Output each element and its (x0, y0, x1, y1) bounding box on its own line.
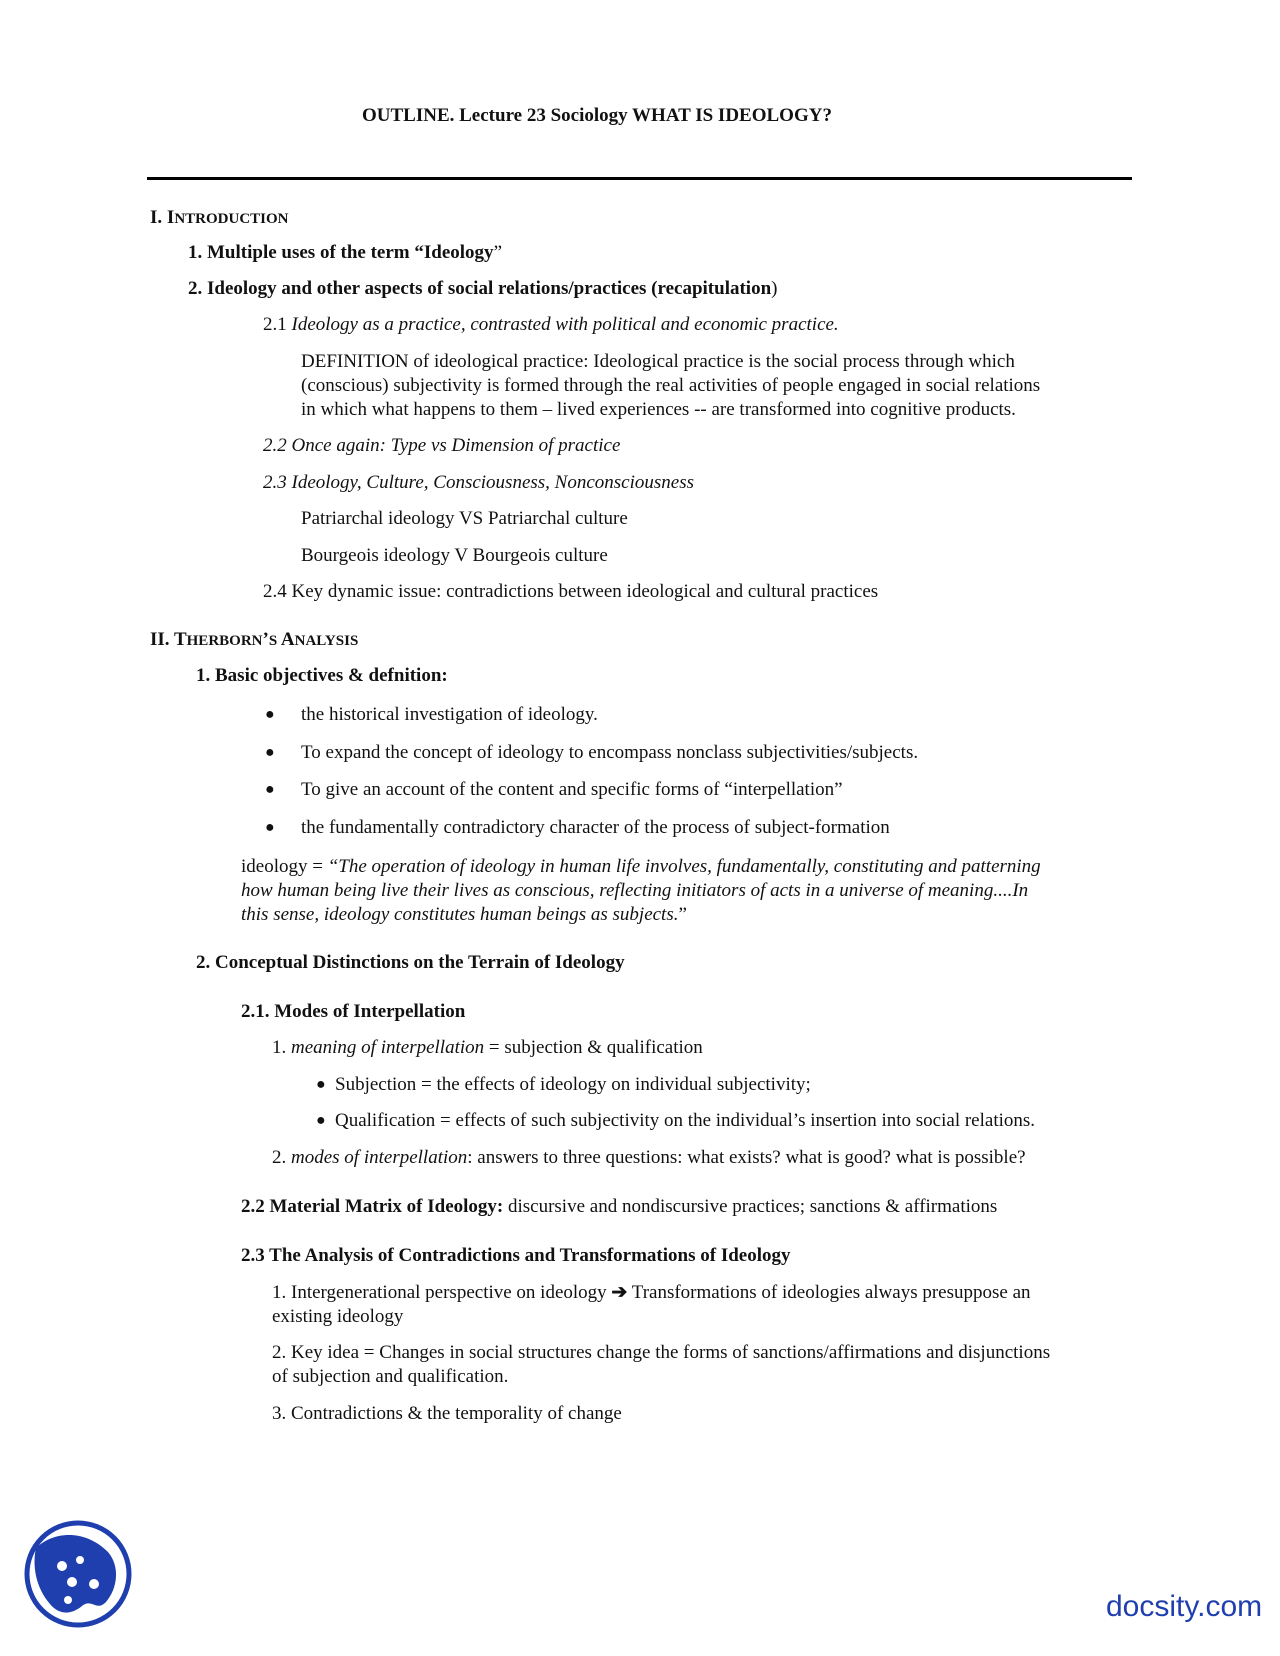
objective-item: To give an account of the content and specific forms of “interpellation” (301, 779, 843, 800)
bullet-icon: ● (265, 819, 275, 836)
analysis-heading: 2.3 The Analysis of Contradictions and Transformations of Ideology (241, 1245, 791, 1266)
subsection-2-4: 2.4 Key dynamic issue: contradictions between ideological and cultural practices (263, 581, 879, 602)
modes-item-1: 1. meaning of interpellation = subjection & qualification (272, 1037, 703, 1058)
material-matrix-line: 2.2 Material Matrix of Ideology: discursive and nondiscursive practices; sanctions & affirmations (241, 1196, 998, 1217)
intro-item-1: 1. Multiple uses of the term “Ideology” (188, 242, 502, 263)
objectives-heading: 1. Basic objectives & defnition: (196, 665, 448, 686)
section-1-heading: I. INTRODUCTION (150, 207, 289, 228)
bourgeois-line: Bourgeois ideology V Bourgeois culture (301, 545, 608, 566)
bullet-icon: ● (316, 1112, 326, 1129)
objective-item: the historical investigation of ideology. (301, 704, 598, 725)
subsection-2-1: 2.1 Ideology as a practice, contrasted with political and economic practice. (263, 314, 839, 335)
section-2-heading: II. THERBORN’S ANALYSIS (150, 629, 359, 650)
qualification-item: Qualification = effects of such subjectivity on the individual’s insertion into social relations. (335, 1110, 1036, 1131)
subsection-2-2: 2.2 Once again: Type vs Dimension of practice (263, 435, 621, 456)
subjection-item: Subjection = the effects of ideology on individual subjectivity; (335, 1074, 811, 1095)
docsity-logo-icon (22, 1518, 134, 1630)
right-arrow-icon: ➔ (611, 1282, 628, 1303)
patriarchal-line: Patriarchal ideology VS Patriarchal culture (301, 508, 628, 529)
page-title: OUTLINE. Lecture 23 Sociology WHAT IS IDEOLOGY? (362, 105, 832, 126)
bullet-icon: ● (265, 744, 275, 761)
definition-line-2: (conscious) subjectivity is formed through the real activities of people engaged in social relations (301, 375, 1041, 396)
docsity-brand[interactable]: docsity.com (1106, 1590, 1263, 1623)
ideology-quote-line-3: this sense, ideology constitutes human beings as subjects.” (241, 904, 687, 925)
definition-line-1: DEFINITION of ideological practice: Ideological practice is the social process through which (301, 351, 1015, 372)
analysis-item-2-line-1: 2. Key idea = Changes in social structures change the forms of sanctions/affirmations and disjunctions (272, 1342, 1051, 1363)
analysis-item-3: 3. Contradictions & the temporality of change (272, 1403, 622, 1424)
modes-item-2: 2. modes of interpellation: answers to three questions: what exists? what is good? what is possible? (272, 1147, 1026, 1168)
title-divider (147, 177, 1132, 180)
definition-line-3: in which what happens to them – lived experiences -- are transformed into cognitive products. (301, 399, 1016, 420)
bullet-icon: ● (316, 1076, 326, 1093)
subsection-2-3: 2.3 Ideology, Culture, Consciousness, Nonconsciousness (263, 472, 694, 493)
analysis-item-2-line-2: of subjection and qualification. (272, 1366, 509, 1387)
analysis-item-1-line-2: existing ideology (272, 1306, 404, 1327)
bullet-icon: ● (265, 781, 275, 798)
analysis-item-1-line-1: 1. Intergenerational perspective on ideology ➔ Transformations of ideologies always presuppose an (272, 1282, 1031, 1303)
intro-item-2: 2. Ideology and other aspects of social relations/practices (recapitulation) (188, 278, 778, 299)
ideology-quote-line-1: ideology = “The operation of ideology in human life involves, fundamentally, constituting and patterning (241, 856, 1041, 877)
conceptual-distinctions-heading: 2. Conceptual Distinctions on the Terrain of Ideology (196, 952, 625, 973)
ideology-quote-line-2: how human being live their lives as conscious, reflecting initiators of acts in a universe of meaning....In (241, 880, 1029, 901)
modes-heading: 2.1. Modes of Interpellation (241, 1001, 466, 1022)
bullet-icon: ● (265, 706, 275, 723)
objective-item: the fundamentally contradictory character of the process of subject-formation (301, 817, 890, 838)
objective-item: To expand the concept of ideology to encompass nonclass subjectivities/subjects. (301, 742, 919, 763)
